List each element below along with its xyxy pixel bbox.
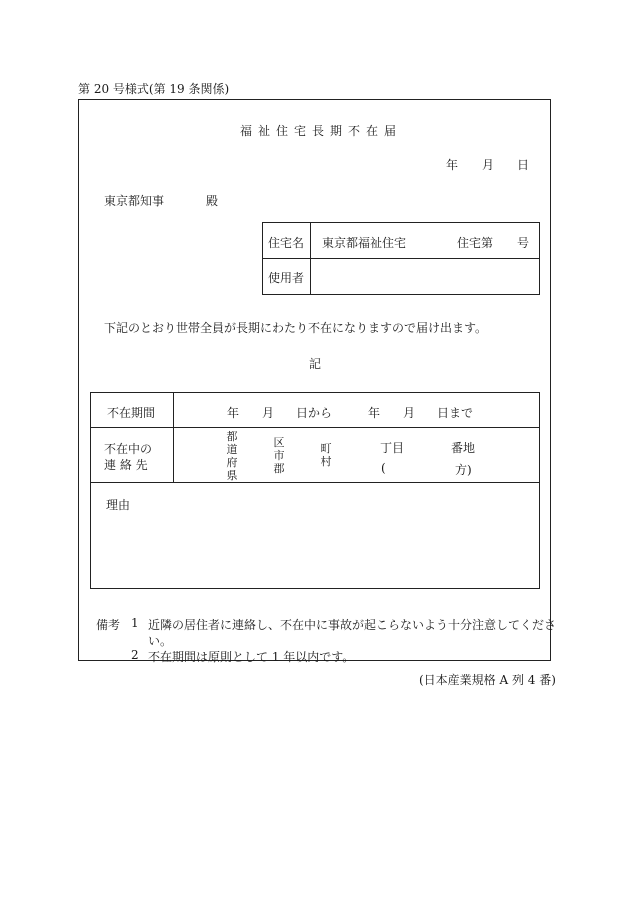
housing-name-label: 住宅名 <box>268 236 305 250</box>
details-divider-2 <box>90 482 540 483</box>
contact-label-2: 連 絡 先 <box>104 458 148 472</box>
note-1-text: 近隣の居住者に連絡し、不在中に事故が起こらないよう十分注意してくださ <box>148 618 557 632</box>
form-title: 福祉住宅長期不在届 <box>240 124 403 138</box>
prefecture-fu: 府 <box>226 456 238 469</box>
chome-label: 丁目 <box>380 441 405 455</box>
details-label-divider <box>173 392 174 482</box>
city-ku: 区 <box>273 436 285 449</box>
care-of-label: 方) <box>455 463 472 477</box>
note-2-number: 2 <box>131 648 139 662</box>
prefecture-do: 道 <box>226 443 238 456</box>
prefecture-ken: 県 <box>226 469 238 482</box>
housing-name-value: 東京都福祉住宅 <box>322 236 407 250</box>
city-gun: 郡 <box>273 462 285 475</box>
period-to-year: 年 <box>368 406 381 420</box>
city-column <box>272 436 286 475</box>
town-machi: 町 <box>320 442 332 455</box>
period-from-year: 年 <box>227 406 240 420</box>
housing-number-label: 住宅第 <box>457 236 494 250</box>
period-from-day: 日から <box>296 406 333 420</box>
addressee-governor: 東京都知事 <box>104 194 165 208</box>
note-2-text: 不在期間は原則として 1 年以内です。 <box>148 650 355 664</box>
town-column <box>319 442 333 468</box>
note-1-number: 1 <box>131 616 139 630</box>
prefecture-to: 都 <box>226 430 238 443</box>
city-shi: 市 <box>273 449 285 462</box>
prefecture-column <box>225 430 239 482</box>
notes-label: 備考 <box>96 618 121 632</box>
date-day: 日 <box>517 158 530 172</box>
date-year: 年 <box>446 158 459 172</box>
form-number: 第 20 号様式(第 19 条関係) <box>78 82 230 96</box>
housing-number-suffix: 号 <box>517 236 530 250</box>
contact-label-1: 不在中の <box>104 442 153 456</box>
ki-mark: 記 <box>309 357 322 371</box>
period-to-month: 月 <box>403 406 416 420</box>
reason-label: 理由 <box>106 498 131 512</box>
period-from-month: 月 <box>262 406 275 420</box>
housing-table-label-divider <box>310 222 311 295</box>
addressee-honorific: 殿 <box>206 194 219 208</box>
user-label: 使用者 <box>268 271 305 285</box>
period-label: 不在期間 <box>107 406 156 420</box>
date-month: 月 <box>482 158 495 172</box>
period-to-day: 日まで <box>437 406 474 420</box>
jis-standard-note: (日本産業規格 A 列 4 番) <box>419 673 556 687</box>
town-mura: 村 <box>320 455 332 468</box>
details-table <box>90 392 540 589</box>
banchi-label: 番地 <box>451 441 476 455</box>
details-divider-1 <box>90 427 540 428</box>
housing-table-divider <box>262 258 540 259</box>
care-of-open-paren: ( <box>381 461 386 475</box>
note-1-text-cont: い。 <box>148 634 173 648</box>
statement: 下記のとおり世帯全員が長期にわたり不在になりますので届け出ます。 <box>104 321 488 335</box>
